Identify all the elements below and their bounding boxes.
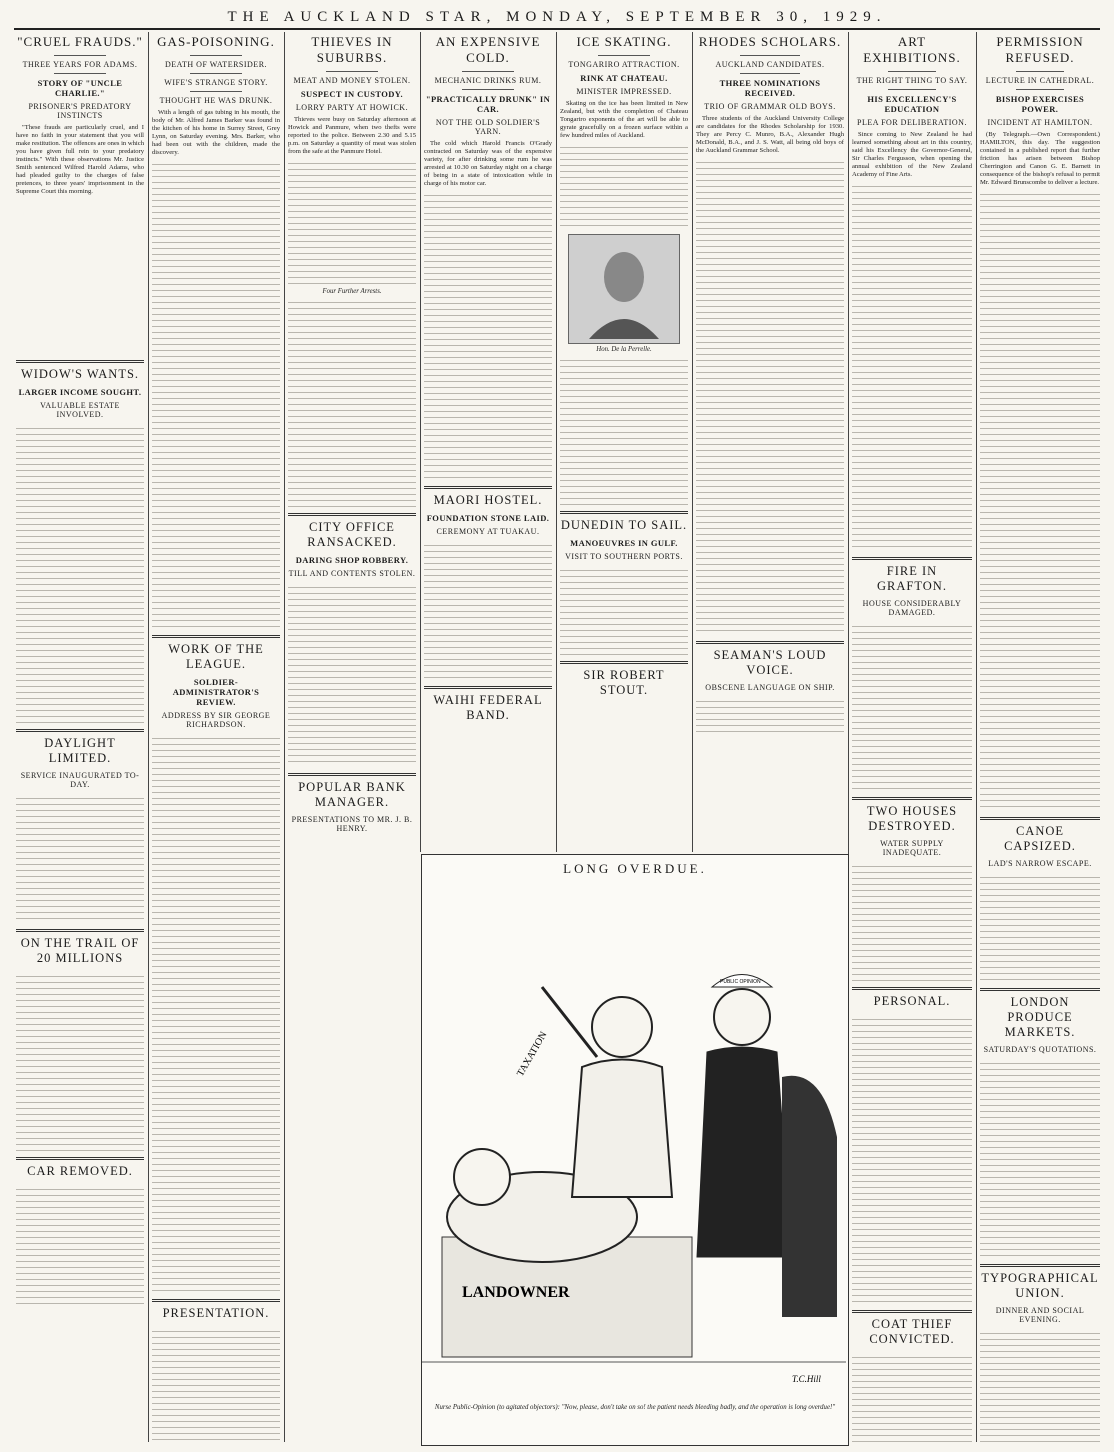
headline-permission-refused: PERMISSION REFUSED. bbox=[996, 34, 1084, 65]
column-5 bbox=[560, 32, 688, 852]
article-body bbox=[852, 621, 972, 791]
article-body bbox=[852, 861, 972, 981]
article-body: With a length of gas tubing in his mouth, the body of Mr. Alfred James Barker was found in the kitchen of his home in Surrey Street, Grey Lynn, on Saturday evening. Mrs. Barker, who had been out with the children, made the discovery. bbox=[152, 109, 280, 629]
subhead: BISHOP EXERCISES POWER. bbox=[995, 94, 1085, 114]
column-2 bbox=[152, 32, 280, 1442]
subhead: PRISONER'S PREDATORY INSTINCTS bbox=[28, 102, 132, 120]
surgeon-body bbox=[572, 1060, 672, 1198]
subhead: NOT THE OLD SOLDIER'S YARN. bbox=[435, 118, 541, 136]
headline-expensive-cold: AN EXPENSIVE COLD. bbox=[435, 34, 541, 65]
subhead: ADDRESS BY SIR GEORGE RICHARDSON. bbox=[161, 711, 271, 729]
headline-coat-thief: COAT THIEF CONVICTED. bbox=[869, 1317, 955, 1346]
subhead: RINK AT CHATEAU. bbox=[580, 73, 668, 83]
subhead: THREE YEARS FOR ADAMS. bbox=[22, 60, 138, 69]
subhead: AUCKLAND CANDIDATES. bbox=[715, 60, 825, 69]
article-body bbox=[152, 733, 280, 1293]
article-body: The cold which Harold Francis O'Grady contracted on Saturday was of the expensive variety, for after drinking some rum he was arrested at 10.30 on Saturday night on a charge of being in a state of intoxication while in charge of his motor car. bbox=[424, 140, 552, 480]
subhead: TONGARIRO ATTRACTION. bbox=[568, 60, 680, 69]
article-body: Thieves were busy on Saturday afternoon at Howick and Panmure, when two thefts were reported to the police. Between 2.30 and 5.15 p.m. on Saturday a quantity of meat was stolen from the safe at the Panmure Hotel. bbox=[288, 116, 416, 286]
column-rule bbox=[692, 32, 693, 852]
cartoon-long-overdue bbox=[421, 854, 849, 1446]
public-opinion-label: PUBLIC OPINION bbox=[720, 979, 761, 985]
cartoon-title: LONG OVERDUE. bbox=[563, 861, 707, 876]
column-rule bbox=[556, 32, 557, 852]
column-rule bbox=[284, 32, 285, 1442]
article-body bbox=[980, 1058, 1100, 1258]
article-body bbox=[16, 793, 144, 923]
subhead: SOLDIER-ADMINISTRATOR'S REVIEW. bbox=[172, 677, 260, 707]
subhead: HOUSE CONSIDERABLY DAMAGED. bbox=[862, 599, 962, 617]
headline-two-houses: TWO HOUSES DESTROYED. bbox=[866, 804, 958, 833]
article-body bbox=[424, 540, 552, 680]
headline-rhodes-scholars: RHODES SCHOLARS. bbox=[698, 34, 842, 49]
column-rule bbox=[420, 32, 421, 852]
subhead: MANOEUVRES IN GULF. bbox=[570, 538, 678, 548]
headline-car-removed: CAR REMOVED. bbox=[27, 1164, 133, 1178]
photo-caption: Hon. De la Perrelle. bbox=[596, 346, 652, 353]
nurse-body bbox=[697, 1047, 792, 1257]
column-rule bbox=[148, 32, 149, 1442]
knife bbox=[542, 987, 597, 1057]
subhead: SERVICE INAUGURATED TO-DAY. bbox=[20, 771, 140, 789]
article-body: "These frauds are particularly cruel, and I have no faith in your statement that you will make restitution. The offences are ones in which you have given full rein to your predatory instincts." With these observations Mr. Justice Smith sentenced Wilfred Harold Adams, who had pleaded guilty to the charges of false pretences, to three years' imprisonment in the Supreme Court this morning. bbox=[16, 124, 144, 196]
taxation-label: TAXATION bbox=[515, 1029, 550, 1079]
subhead: SATURDAY'S QUOTATIONS. bbox=[983, 1045, 1097, 1054]
article-body: Skating on the ice has been limited in New Zealand, but with the completion of Chateau Tongariro exponents of the art will be able to gyrate gracefully on a frozen surface within a few hundred miles of Auckland. bbox=[560, 100, 688, 230]
column-rule bbox=[976, 32, 977, 1442]
article-body bbox=[16, 971, 144, 1151]
column-1 bbox=[16, 32, 144, 1442]
headline-personal: PERSONAL. bbox=[873, 994, 951, 1008]
headline-typographical-union: TYPOGRAPHICAL UNION. bbox=[981, 1271, 1099, 1300]
article-body bbox=[980, 872, 1100, 982]
objector-figure bbox=[782, 1076, 837, 1317]
headline-widows-wants: WIDOW'S WANTS. bbox=[20, 367, 140, 381]
portrait-icon bbox=[584, 239, 664, 339]
article-body bbox=[980, 1328, 1100, 1442]
landowner-label: LANDOWNER bbox=[462, 1284, 570, 1301]
article-body bbox=[288, 582, 416, 767]
subhead: WATER SUPPLY INADEQUATE. bbox=[880, 839, 944, 857]
subhead: PLEA FOR DELIBERATION. bbox=[857, 118, 967, 127]
article-body bbox=[560, 355, 688, 505]
headline-seaman: SEAMAN'S LOUD VOICE. bbox=[713, 648, 827, 677]
subhead: LORRY PARTY AT HOWICK. bbox=[295, 103, 409, 112]
article-body: Since coming to New Zealand he had learned something about art in this country, said his Excellency the Governor-General, Sir Charles Fergusson, when opening the annual exhibition of the New Zealand Academy of Fine Arts. bbox=[852, 131, 972, 551]
subhead: INCIDENT AT HAMILTON. bbox=[987, 118, 1093, 127]
headline-art-exhibitions: ART EXHIBITIONS. bbox=[863, 34, 961, 65]
subhead: WIFE'S STRANGE STORY. bbox=[164, 78, 268, 87]
article-body bbox=[852, 1352, 972, 1442]
cartoonist-signature: T.C.Hill bbox=[792, 1374, 821, 1384]
subhead: SUSPECT IN CUSTODY. bbox=[300, 89, 404, 99]
subhead: VISIT TO SOUTHERN PORTS. bbox=[565, 552, 683, 561]
subhead: PRESENTATIONS TO MR. J. B. HENRY. bbox=[291, 815, 413, 833]
headline-gas-poisoning: GAS-POISONING. bbox=[157, 34, 275, 49]
headline-daylight-limited: DAYLIGHT LIMITED. bbox=[44, 736, 116, 765]
article-body bbox=[288, 297, 416, 507]
article-body bbox=[560, 565, 688, 655]
headline-ice-skating: ICE SKATING. bbox=[576, 34, 672, 49]
subhead: THREE NOMINATIONS RECEIVED. bbox=[719, 78, 821, 98]
subhead: LECTURE IN CATHEDRAL. bbox=[985, 76, 1095, 85]
subhead: DARING SHOP ROBBERY. bbox=[295, 555, 409, 565]
article-body bbox=[152, 1326, 280, 1442]
portrait-photo bbox=[568, 234, 680, 344]
subhead: TRIO OF GRAMMAR OLD BOYS. bbox=[704, 102, 836, 111]
subhead: DEATH OF WATERSIDER. bbox=[164, 60, 268, 69]
headline-robert-stout: SIR ROBERT STOUT. bbox=[583, 668, 665, 697]
column-7 bbox=[852, 32, 972, 1442]
headline-london-produce: LONDON PRODUCE MARKETS. bbox=[1004, 995, 1076, 1039]
subhead: THOUGHT HE WAS DRUNK. bbox=[159, 96, 273, 105]
column-3 bbox=[288, 32, 416, 1442]
article-body bbox=[16, 423, 144, 723]
cartoon-illustration bbox=[422, 877, 846, 1397]
subhead: LARGER INCOME SOUGHT. bbox=[18, 387, 142, 397]
subhead: TILL AND CONTENTS STOLEN. bbox=[288, 569, 416, 578]
subhead: Four Further Arrests. bbox=[322, 288, 382, 295]
article-body: (By Telegraph.—Own Correspondent.) HAMILTON, this day. The suggestion contained in a published report that further friction has arisen between Bishop Cherrington and Canon G. E. Barnett in consequence of the bishop's refusal to permit Mr. Edward Brunscombe to deliver a lecture. bbox=[980, 131, 1100, 811]
subhead: "PRACTICALLY DRUNK" IN CAR. bbox=[425, 94, 551, 114]
headline-bank-manager: POPULAR BANK MANAGER. bbox=[298, 780, 406, 809]
subhead: FOUNDATION STONE LAID. bbox=[426, 513, 550, 523]
headline-canoe-capsized: CANOE CAPSIZED. bbox=[1004, 824, 1076, 853]
article-body: Three students of the Auckland University College are candidates for the Rhodes Scholarship for 1930. They are Percy C. Munro, B.A., Alexander Hugh McDonald, B.A., and J. S. Watt, all being old boys of the Auckland Grammar School. bbox=[696, 115, 844, 635]
article-body bbox=[696, 696, 844, 736]
column-8 bbox=[980, 32, 1100, 1442]
subhead: MEAT AND MONEY STOLEN. bbox=[293, 76, 411, 85]
subhead: MINISTER IMPRESSED. bbox=[576, 87, 672, 96]
article-body bbox=[852, 1014, 972, 1304]
headline-maori-hostel: MAORI HOSTEL. bbox=[433, 493, 543, 507]
headline-city-office: CITY OFFICE RANSACKED. bbox=[307, 520, 397, 549]
headline-thieves-suburbs: THIEVES IN SUBURBS. bbox=[311, 34, 393, 65]
nurse-head bbox=[714, 989, 770, 1045]
subhead: DINNER AND SOCIAL EVENING. bbox=[995, 1306, 1085, 1324]
headline-presentation: PRESENTATION. bbox=[162, 1306, 270, 1320]
subhead: OBSCENE LANGUAGE ON SHIP. bbox=[705, 683, 835, 692]
article-body bbox=[16, 1184, 144, 1304]
headline-fire-grafton: FIRE IN GRAFTON. bbox=[877, 564, 947, 593]
subhead: CEREMONY AT TUAKAU. bbox=[436, 527, 540, 536]
subhead: VALUABLE ESTATE INVOLVED. bbox=[40, 401, 120, 419]
headline-20-millions: ON THE TRAIL OF 20 MILLIONS bbox=[20, 936, 140, 965]
subhead: STORY OF "UNCLE CHARLIE." bbox=[37, 78, 123, 98]
subhead: LAD'S NARROW ESCAPE. bbox=[988, 859, 1092, 868]
subhead: HIS EXCELLENCY'S EDUCATION bbox=[867, 94, 957, 114]
surgeon-head bbox=[592, 997, 652, 1057]
subhead: MECHANIC DRINKS RUM. bbox=[434, 76, 542, 85]
headline-dunedin-sail: DUNEDIN TO SAIL. bbox=[560, 518, 688, 532]
subhead: THE RIGHT THING TO SAY. bbox=[856, 76, 968, 85]
cartoon-caption: Nurse Public-Opinion (to agitated objectors): "Now, please, don't take on so! the patient needs bleeding badly, and the operation is long overdue!" bbox=[434, 1404, 836, 1411]
headline-cruel-frauds: "CRUEL FRAUDS." bbox=[17, 34, 143, 49]
landowner-head bbox=[454, 1149, 510, 1205]
headline-work-of-league: WORK OF THE LEAGUE. bbox=[168, 642, 264, 671]
masthead: THE AUCKLAND STAR, MONDAY, SEPTEMBER 30, 1929. bbox=[14, 6, 1100, 30]
column-4 bbox=[424, 32, 552, 852]
headline-waihi-band: WAIHI FEDERAL BAND. bbox=[433, 693, 543, 722]
